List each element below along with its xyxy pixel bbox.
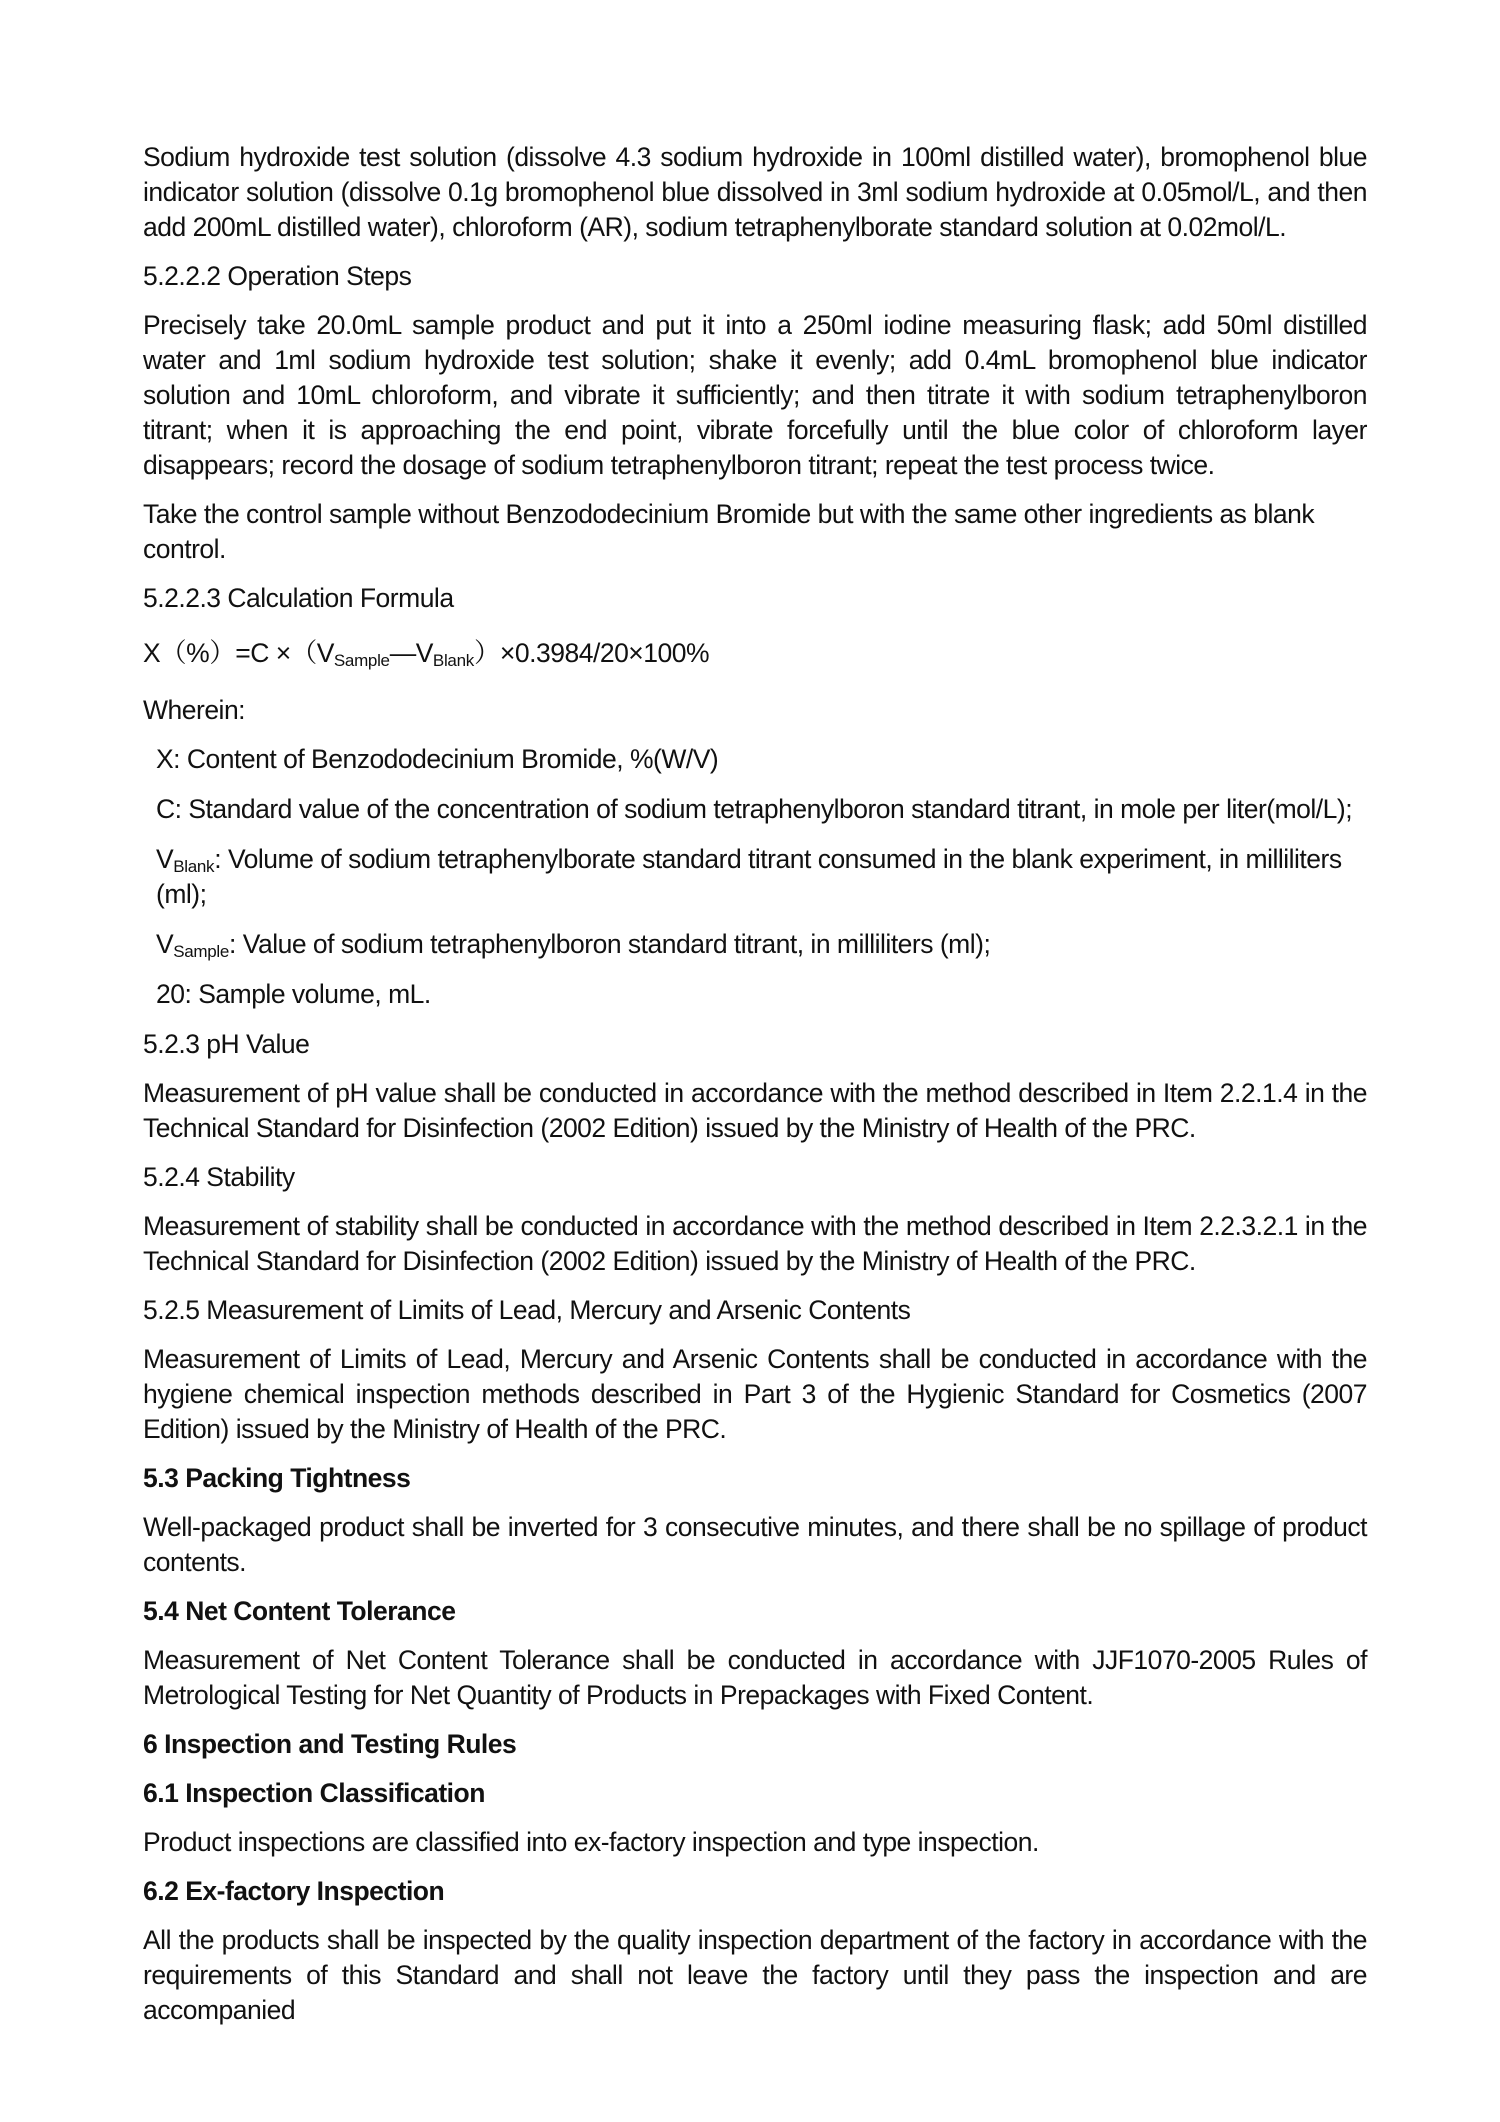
formula-suffix: ）×0.3984/20×100% <box>473 638 710 668</box>
wherein-label: Wherein: <box>143 695 246 725</box>
packing-paragraph: Well-packaged product shall be inverted for 3 consecutive minutes, and there shall be no spillage of product contents. <box>143 1512 1367 1577</box>
v-blank-text: : Volume of sodium tetraphenylborate standard titrant consumed in the blank experiment, in milliliters (ml); <box>156 844 1342 909</box>
v-blank-symbol: V <box>156 844 174 874</box>
definition-x: X: Content of Benzododecinium Bromide, %(W/V) <box>156 744 719 774</box>
blank-control-paragraph: Take the control sample without Benzododecinium Bromide but with the same other ingredients as blank control. <box>143 499 1315 564</box>
section-5-3-heading: 5.3 Packing Tightness <box>143 1463 411 1493</box>
ex-factory-paragraph: All the products shall be inspected by the quality inspection department of the factory in accordance with the requirements of this Standard and shall not leave the factory until they pass the inspection and are accompanied <box>143 1925 1367 2025</box>
v-sample-subscript: Sample <box>173 942 230 961</box>
ph-paragraph: Measurement of pH value shall be conducted in accordance with the method described in Item 2.2.1.4 in the Technical Standard for Disinfection (2002 Edition) issued by the Ministry of Health of the PRC. <box>143 1078 1367 1143</box>
formula-sub-sample: Sample <box>333 651 390 670</box>
section-6-heading: 6 Inspection and Testing Rules <box>143 1729 517 1759</box>
section-5-2-3-heading: 5.2.3 pH Value <box>143 1029 310 1059</box>
formula-sub-blank: Blank <box>432 651 474 670</box>
section-6-2-heading: 6.2 Ex-factory Inspection <box>143 1876 445 1906</box>
stability-paragraph: Measurement of stability shall be conducted in accordance with the method described in Item 2.2.3.2.1 in the Technical Standard for Disinfection (2002 Edition) issued by the Ministry of Health of the PRC. <box>143 1211 1367 1276</box>
section-5-4-heading: 5.4 Net Content Tolerance <box>143 1596 456 1626</box>
document-page <box>143 140 1367 2042</box>
definition-v-sample <box>156 927 1367 962</box>
section-5-2-4-heading: 5.2.4 Stability <box>143 1162 295 1192</box>
formula-prefix: X（%）=C ×（V <box>143 638 334 668</box>
operation-steps-paragraph: Precisely take 20.0mL sample product and put it into a 250ml iodine measuring flask; add 50ml distilled water and 1ml sodium hydroxide test solution; shake it evenly; add 0.4mL bromophenol blue indicator solution and 10mL chloroform, and vibrate it sufficiently; and then titrate it with sodium tetraphenylboron titrant; when it is approaching the end point, vibrate forcefully until the blue color of chloroform layer disappears; record the dosage of sodium tetraphenylboron titrant; repeat the test process twice. <box>143 310 1367 480</box>
definition-20: 20: Sample volume, mL. <box>156 979 431 1009</box>
v-sample-text: : Value of sodium tetraphenylboron standard titrant, in milliliters (ml); <box>229 929 991 959</box>
limits-paragraph: Measurement of Limits of Lead, Mercury and Arsenic Contents shall be conducted in accordance with the hygiene chemical inspection methods described in Part 3 of the Hygienic Standard for Cosmetics (2007 Edition) issued by the Ministry of Health of the PRC. <box>143 1344 1367 1444</box>
section-5-2-2-2-heading: 5.2.2.2 Operation Steps <box>143 261 412 291</box>
reagents-paragraph: Sodium hydroxide test solution (dissolve 4.3 sodium hydroxide in 100ml distilled water), bromophenol blue indicator solution (dissolve 0.1g bromophenol blue dissolved in 3ml sodium hydroxide at 0.05mol/L, and then add 200mL distilled water), chloroform (AR), sodium tetraphenylborate standard solution at 0.02mol/L. <box>143 142 1367 242</box>
classification-paragraph: Product inspections are classified into ex-factory inspection and type inspection. <box>143 1827 1039 1857</box>
v-blank-subscript: Blank <box>173 857 215 876</box>
section-5-2-2-3-heading: 5.2.2.3 Calculation Formula <box>143 583 454 613</box>
net-content-paragraph: Measurement of Net Content Tolerance shall be conducted in accordance with JJF1070-2005 Rules of Metrological Testing for Net Quantity of Products in Prepackages with Fixed Content. <box>143 1645 1367 1710</box>
section-5-2-5-heading: 5.2.5 Measurement of Limits of Lead, Mercury and Arsenic Contents <box>143 1295 911 1325</box>
v-sample-symbol: V <box>156 929 174 959</box>
definition-c: C: Standard value of the concentration of sodium tetraphenylboron standard titrant, in mole per liter(mol/L); <box>156 794 1353 824</box>
section-6-1-heading: 6.1 Inspection Classification <box>143 1778 485 1808</box>
definition-v-blank <box>156 842 1367 912</box>
calculation-formula <box>143 636 1367 671</box>
formula-dash: —V <box>389 638 433 668</box>
